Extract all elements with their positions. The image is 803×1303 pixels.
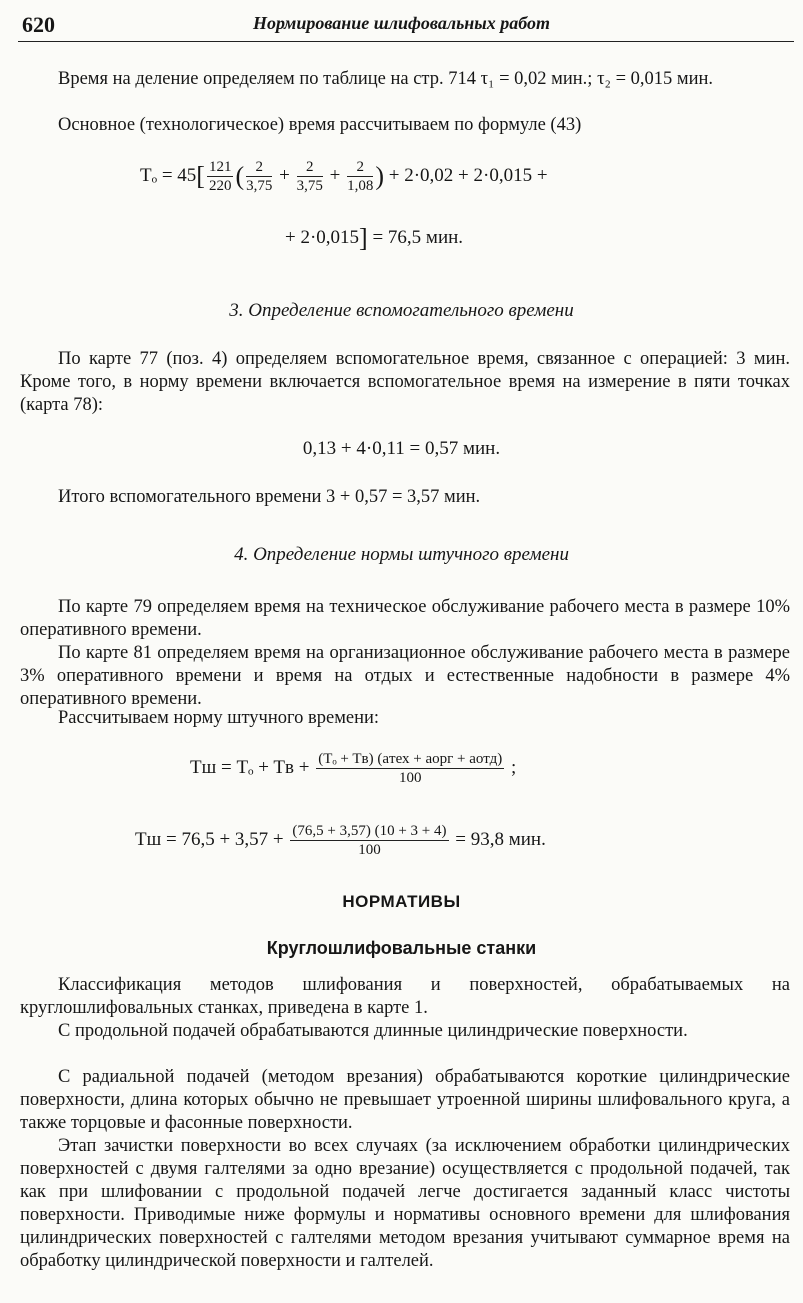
- paragraph-longitudinal-feed: С продольной подачей обрабатываются длинные цилиндрические поверхности.: [58, 1021, 688, 1041]
- fraction-2-375-b: $\frac{2}{3,75}$: [296, 159, 323, 195]
- formula-piece-time-general: [190, 746, 750, 790]
- bracket-open: [: [196, 161, 205, 191]
- page-number: 620: [22, 12, 55, 37]
- formula-lhs: Tш = Tₒ + Tв +: [190, 757, 310, 778]
- paragraph-radial-feed: С радиальной подачей (методом врезания) обрабатываются короткие цилиндрические поверхности, длина которых обычно не превышает утроенной ширины шлифовального круга, а также торцовые и фасонные поверхности.: [20, 1067, 790, 1133]
- formula-main-time-line1: Tₒ = 45[ $\frac{121}{220}$ ( $\frac{2}{3,75}$ + $\frac{2}{3,75}$ + $\frac{2}{1,08}$ ) + 2·0,02 + 2·0,015 +: [140, 159, 548, 195]
- bracket-close: ]: [359, 223, 368, 253]
- formula-end: ;: [510, 757, 517, 778]
- paren-close: ): [375, 161, 384, 191]
- fraction-2-108: $\frac{2}{1,08}$: [347, 159, 374, 195]
- formula-result: = 76,5 мин.: [372, 227, 464, 248]
- formula-main-time-line2: [285, 218, 705, 258]
- fraction-piece-time-numeric: $\frac{(76,5 + 3,57) (10 + 3 + 4)}{100}$: [292, 823, 447, 859]
- paragraph-organizational-service: По карте 81 определяем время на организационное обслуживание рабочего места в размере 3% оперативного времени и время на отдых и естественные надобности в размере 4% оперативного времени.: [20, 643, 790, 709]
- formula-lhs: Tₒ = 45: [140, 165, 197, 186]
- paragraph-technical-service: По карте 79 определяем время на техническое обслуживание рабочего места в размере 10% оперативного времени.: [20, 597, 790, 640]
- paragraph-piece-time-intro: Рассчитываем норму штучного времени:: [58, 708, 380, 728]
- fraction-121-220: $\frac{121}{220}$: [208, 159, 232, 195]
- formula-lhs: Tш = 76,5 + 3,57 +: [135, 829, 284, 850]
- section-title-piece-time: 4. Определение нормы штучного времени: [234, 544, 569, 565]
- heading-norms: НОРМАТИВЫ: [342, 892, 461, 911]
- formula-result: = 93,8 мин.: [455, 829, 546, 850]
- paren-open: (: [235, 161, 245, 191]
- formula-line2-start: + 2·0,015: [285, 227, 360, 248]
- paragraph-time-per-division: Время на деление определяем по таблице на стр. 714 τ₁ = 0,02 мин.; τ₂ = 0,015 мин.: [58, 69, 714, 89]
- paragraph-classification: Классификация методов шлифования и поверхностей, обрабатываемых на круглошлифовальных станках, приведена в карте 1.: [20, 975, 790, 1018]
- paragraph-cleaning-stage: Этап зачистки поверхности во всех случаях (за исключением обработки цилиндрических поверхностей с двумя галтелями за одно врезание) осуществляется с продольной подачей, так как при шлифовании с продольной подачей легче достигается заданный класс чистоты поверхности. Приводимые ниже формулы и нормативы основного времени для шлифования цилиндрических поверхностей с галтелями методом врезания учитывают суммарное время на обработку цилиндрической поверхности и галтелей.: [20, 1136, 790, 1271]
- paragraph-auxiliary-total: Итого вспомогательного времени 3 + 0,57 = 3,57 мин.: [58, 487, 481, 507]
- fraction-piece-time: $\frac{\text{(Tₒ + Tв) (aтех + aорг + aотд)}}{100}$: [318, 751, 503, 787]
- paragraph-main-time-intro: Основное (технологическое) время рассчитываем по формуле (43): [58, 115, 582, 135]
- header-rule: [18, 41, 794, 42]
- fraction-2-375-a: $\frac{2}{3,75}$: [246, 159, 273, 195]
- running-title: Нормирование шлифовальных работ: [252, 13, 551, 33]
- formula-tail: + 2·0,02 + 2·0,015 +: [388, 165, 548, 186]
- paragraph-auxiliary-time: По карте 77 (поз. 4) определяем вспомогательное время, связанное с операцией: 3 мин. Кроме того, в норму времени включается вспомогательное время на измерение в пяти точках (карта 78):: [20, 349, 790, 415]
- heading-cylindrical-grinders: Круглошлифовальные станки: [266, 938, 537, 958]
- formula-piece-time-numeric: [135, 818, 755, 862]
- section-title-auxiliary-time: 3. Определение вспомогательного времени: [229, 300, 574, 321]
- formula-measurement-time: 0,13 + 4·0,11 = 0,57 мин.: [302, 438, 501, 459]
